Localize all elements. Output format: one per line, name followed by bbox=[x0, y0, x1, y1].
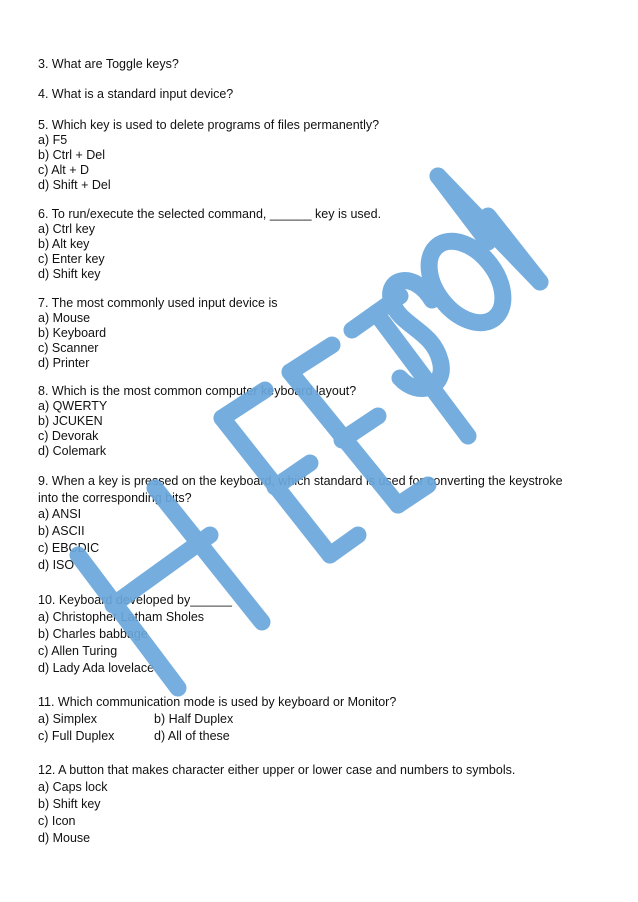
option-d: d) Mouse bbox=[38, 831, 91, 845]
question-text: 4. What is a standard input device? bbox=[38, 87, 234, 101]
option-b: b) Alt key bbox=[38, 237, 90, 251]
option-c: c) Devorak bbox=[38, 429, 99, 443]
option-a: a) Mouse bbox=[38, 311, 91, 325]
question-text: 8. Which is the most common computer keyboard layout? bbox=[38, 384, 357, 398]
question-10 bbox=[38, 592, 608, 677]
option-a: a) Simplex bbox=[38, 712, 98, 726]
option-b: b) Charles babbage bbox=[38, 627, 148, 641]
option-b: b) Ctrl + Del bbox=[38, 148, 106, 162]
option-d: d) Shift key bbox=[38, 267, 101, 281]
question-3 bbox=[38, 57, 608, 72]
option-a: a) ANSI bbox=[38, 507, 82, 522]
option-d: d) Lady Ada lovelace bbox=[38, 661, 155, 675]
option-b: b) ASCII bbox=[38, 524, 85, 539]
question-text: 9. When a key is pressed on the keyboard, which standard is used for converting the keystroke bbox=[38, 474, 563, 488]
question-9 bbox=[38, 473, 608, 573]
option-a: a) F5 bbox=[38, 133, 68, 147]
option-a: a) QWERTY bbox=[38, 399, 108, 413]
option-a: a) Caps lock bbox=[38, 780, 108, 794]
option-c: c) Scanner bbox=[38, 341, 99, 355]
option-b: b) Keyboard bbox=[38, 326, 107, 340]
option-d: d) Printer bbox=[38, 356, 90, 370]
question-text: 11. Which communication mode is used by keyboard or Monitor? bbox=[38, 695, 397, 709]
option-a: a) Christopher Latham Sholes bbox=[38, 610, 205, 624]
question-text: 3. What are Toggle keys? bbox=[38, 57, 179, 71]
question-text: 6. To run/execute the selected command, ______ key is used. bbox=[38, 207, 382, 221]
question-text: 12. A button that makes character either upper or lower case and numbers to symbols. bbox=[38, 763, 516, 777]
options-row-1 bbox=[38, 711, 608, 728]
option-b: b) JCUKEN bbox=[38, 414, 103, 428]
option-d: d) Shift + Del bbox=[38, 178, 111, 192]
question-text: 10. Keyboard developed by______ bbox=[38, 593, 232, 607]
option-d: d) All of these bbox=[154, 729, 230, 743]
question-5 bbox=[38, 118, 608, 193]
question-8 bbox=[38, 384, 608, 459]
option-a: a) Ctrl key bbox=[38, 222, 95, 236]
option-c: c) Enter key bbox=[38, 252, 105, 266]
question-12 bbox=[38, 762, 608, 847]
question-11 bbox=[38, 694, 608, 745]
option-b: b) Half Duplex bbox=[154, 712, 234, 726]
option-c: c) Icon bbox=[38, 814, 76, 828]
question-4 bbox=[38, 87, 608, 102]
option-c: c) Allen Turing bbox=[38, 644, 118, 658]
question-text: 7. The most commonly used input device is bbox=[38, 296, 278, 310]
option-c: c) Alt + D bbox=[38, 163, 90, 177]
option-d: d) Colemark bbox=[38, 444, 107, 458]
option-c: c) Full Duplex bbox=[38, 729, 115, 743]
options-row-2 bbox=[38, 728, 608, 745]
question-7 bbox=[38, 296, 608, 371]
option-b: b) Shift key bbox=[38, 797, 101, 811]
question-text: 5. Which key is used to delete programs of files permanently? bbox=[38, 118, 380, 132]
question-6 bbox=[38, 207, 608, 282]
question-text-continued: into the corresponding bits? bbox=[38, 490, 192, 505]
option-d: d) ISO bbox=[38, 557, 75, 572]
option-c: c) EBCDIC bbox=[38, 540, 100, 555]
